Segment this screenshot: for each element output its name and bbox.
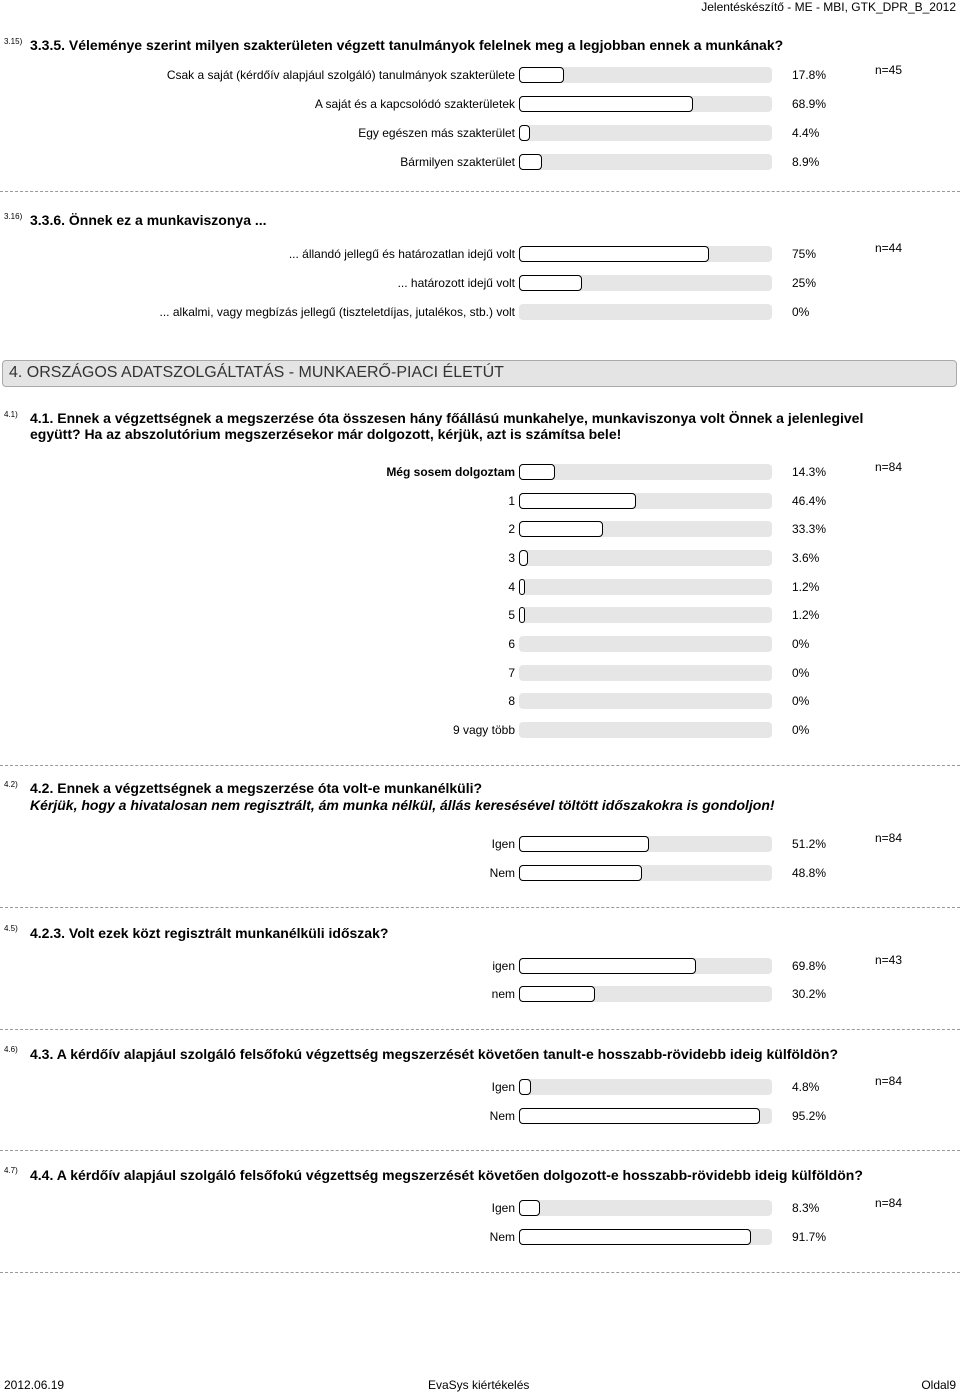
percentage-value: 14.3% [792, 465, 827, 479]
bar-track [519, 986, 772, 1002]
percentage-bar [519, 865, 642, 881]
percentage-bar [519, 1200, 540, 1216]
footer-page-number: Oldal9 [921, 1378, 956, 1392]
percentage-value: 75% [792, 247, 817, 261]
answer-label: 2 [508, 522, 515, 536]
percentage-value: 68.9% [792, 97, 827, 111]
bar-track [519, 125, 772, 141]
percentage-value: 17.8% [792, 68, 827, 82]
percentage-bar [519, 579, 525, 595]
percentage-bar [519, 67, 564, 83]
sample-size: n=43 [875, 953, 903, 967]
percentage-value: 91.7% [792, 1230, 827, 1244]
percentage-value: 0% [792, 723, 810, 737]
answer-label: 1 [508, 494, 515, 508]
percentage-value: 0% [792, 666, 810, 680]
question-number: 4.5) [4, 924, 18, 933]
bar-track [519, 1108, 772, 1124]
footer-date: 2012.06.19 [4, 1378, 65, 1392]
bar-track [519, 722, 772, 738]
separator [0, 765, 960, 766]
question-number: 4.2) [4, 780, 18, 789]
separator [0, 1150, 960, 1151]
bar-track [519, 1200, 772, 1216]
answer-label: 6 [508, 637, 515, 651]
question-title: 4.4. A kérdőív alapjául szolgáló felsőfokú végzettség megszerzését követően dolgozott-e hosszabb-rövidebb ideig külföldön? [30, 1167, 863, 1183]
answer-label: Igen [491, 1201, 515, 1215]
answer-label: ... határozott idejű volt [397, 276, 515, 290]
sample-size: n=84 [875, 1074, 903, 1088]
answer-label: nem [491, 987, 515, 1001]
answer-label: Nem [489, 1230, 515, 1244]
bar-track [519, 304, 772, 320]
question-title: 4.2. Ennek a végzettségnek a megszerzése óta volt-e munkanélküli? [30, 780, 483, 796]
bar-track [519, 96, 772, 112]
bar-track [519, 275, 772, 291]
separator [0, 191, 960, 192]
bar-track [519, 607, 772, 623]
question-number: 4.7) [4, 1166, 18, 1175]
question-number: 4.1) [4, 410, 18, 419]
percentage-bar [519, 986, 595, 1002]
answer-label: 3 [508, 551, 515, 565]
percentage-value: 46.4% [792, 494, 827, 508]
section-header [2, 360, 957, 387]
answer-label: Egy egészen más szakterület [358, 126, 515, 140]
percentage-value: 48.8% [792, 866, 827, 880]
bar-track [519, 521, 772, 537]
bar-track [519, 550, 772, 566]
question-title: 4.2.3. Volt ezek közt regisztrált munkanélküli időszak? [30, 925, 389, 941]
separator [0, 907, 960, 908]
percentage-value: 1.2% [792, 580, 820, 594]
question-title-continued: együtt? Ha az abszolutórium megszerzésekor már dolgozott, kérjük, azt is számítsa bele! [30, 426, 622, 442]
percentage-value: 0% [792, 305, 810, 319]
sample-size: n=84 [875, 460, 903, 474]
answer-label: Még sosem dolgoztam [386, 465, 515, 479]
answer-label: igen [492, 959, 515, 973]
percentage-bar [519, 1108, 760, 1124]
percentage-bar [519, 125, 530, 141]
bar-track [519, 1079, 772, 1095]
separator [0, 1029, 960, 1030]
percentage-bar [519, 246, 709, 262]
bar-track [519, 665, 772, 681]
percentage-value: 0% [792, 637, 810, 651]
answer-label: Bármilyen szakterület [400, 155, 515, 169]
percentage-bar [519, 958, 696, 974]
percentage-bar [519, 1079, 531, 1095]
percentage-value: 30.2% [792, 987, 827, 1001]
footer-app-name: EvaSys kiértékelés [428, 1378, 530, 1392]
sample-size: n=84 [875, 831, 903, 845]
percentage-value: 8.9% [792, 155, 820, 169]
answer-label: Nem [489, 866, 515, 880]
bar-track [519, 67, 772, 83]
percentage-bar [519, 521, 603, 537]
question-title: 3.3.5. Véleménye szerint milyen szakterületen végzett tanulmányok felelnek meg a legjobban ennek a munkának? [30, 37, 784, 53]
question-number: 4.6) [4, 1045, 18, 1054]
question-title: 4.1. Ennek a végzettségnek a megszerzése óta összesen hány főállású munkahelye, munkaviszonya volt Önnek a jelenlegivel [30, 410, 864, 426]
percentage-value: 0% [792, 694, 810, 708]
sample-size: n=44 [875, 241, 903, 255]
percentage-value: 69.8% [792, 959, 827, 973]
answer-label: A saját és a kapcsolódó szakterületek [314, 97, 515, 111]
question-title: 3.3.6. Önnek ez a munkaviszonya ... [30, 212, 267, 228]
percentage-bar [519, 1229, 751, 1245]
bar-track [519, 836, 772, 852]
percentage-value: 4.4% [792, 126, 820, 140]
answer-label: 7 [508, 666, 515, 680]
answer-label: 5 [508, 608, 515, 622]
percentage-value: 33.3% [792, 522, 827, 536]
answer-label: Igen [491, 1080, 515, 1094]
percentage-value: 25% [792, 276, 817, 290]
percentage-value: 4.8% [792, 1080, 820, 1094]
bar-track [519, 1229, 772, 1245]
percentage-value: 95.2% [792, 1109, 827, 1123]
percentage-bar [519, 275, 582, 291]
percentage-bar [519, 607, 525, 623]
bar-track [519, 865, 772, 881]
answer-label: ... állandó jellegű és határozatlan idejű volt [288, 247, 515, 261]
percentage-bar [519, 836, 649, 852]
bar-track [519, 958, 772, 974]
question-title: 4.3. A kérdőív alapjául szolgáló felsőfokú végzettség megszerzését követően tanult-e hosszabb-rövidebb ideig külföldön? [30, 1046, 839, 1062]
bar-track [519, 636, 772, 652]
percentage-bar [519, 96, 693, 112]
percentage-bar [519, 464, 555, 480]
question-number: 3.16) [4, 212, 23, 221]
bar-track [519, 464, 772, 480]
percentage-bar [519, 493, 636, 509]
section-title: 4. ORSZÁGOS ADATSZOLGÁLTATÁS - MUNKAERŐ-PIACI ÉLETÚT [9, 364, 504, 381]
question-number: 3.15) [4, 37, 23, 46]
separator [0, 1272, 960, 1273]
bar-track [519, 493, 772, 509]
bar-track [519, 154, 772, 170]
sample-size: n=84 [875, 1196, 903, 1210]
sample-size: n=45 [875, 63, 903, 77]
percentage-value: 1.2% [792, 608, 820, 622]
report-title: Jelentéskészítő - ME - MBI, GTK_DPR_B_2012 [701, 0, 956, 14]
answer-label: 8 [508, 694, 515, 708]
answer-label: 9 vagy több [452, 723, 515, 737]
bar-track [519, 579, 772, 595]
answer-label: Nem [489, 1109, 515, 1123]
answer-label: Igen [491, 837, 515, 851]
bar-track [519, 693, 772, 709]
answer-label: ... alkalmi, vagy megbízás jellegű (tiszteletdíjas, jutalékos, stb.) volt [159, 305, 515, 319]
percentage-bar [519, 154, 542, 170]
answer-label: 4 [508, 580, 515, 594]
percentage-value: 3.6% [792, 551, 820, 565]
answer-label: Csak a saját (kérdőív alapjául szolgáló) tanulmányok szakterülete [166, 68, 515, 82]
bar-track [519, 246, 772, 262]
question-subtitle: Kérjük, hogy a hivatalosan nem regisztrált, ám munka nélkül, állás keresésével töltött időszakokra is gondoljon! [30, 797, 775, 813]
percentage-value: 8.3% [792, 1201, 820, 1215]
percentage-bar [519, 550, 528, 566]
percentage-value: 51.2% [792, 837, 827, 851]
